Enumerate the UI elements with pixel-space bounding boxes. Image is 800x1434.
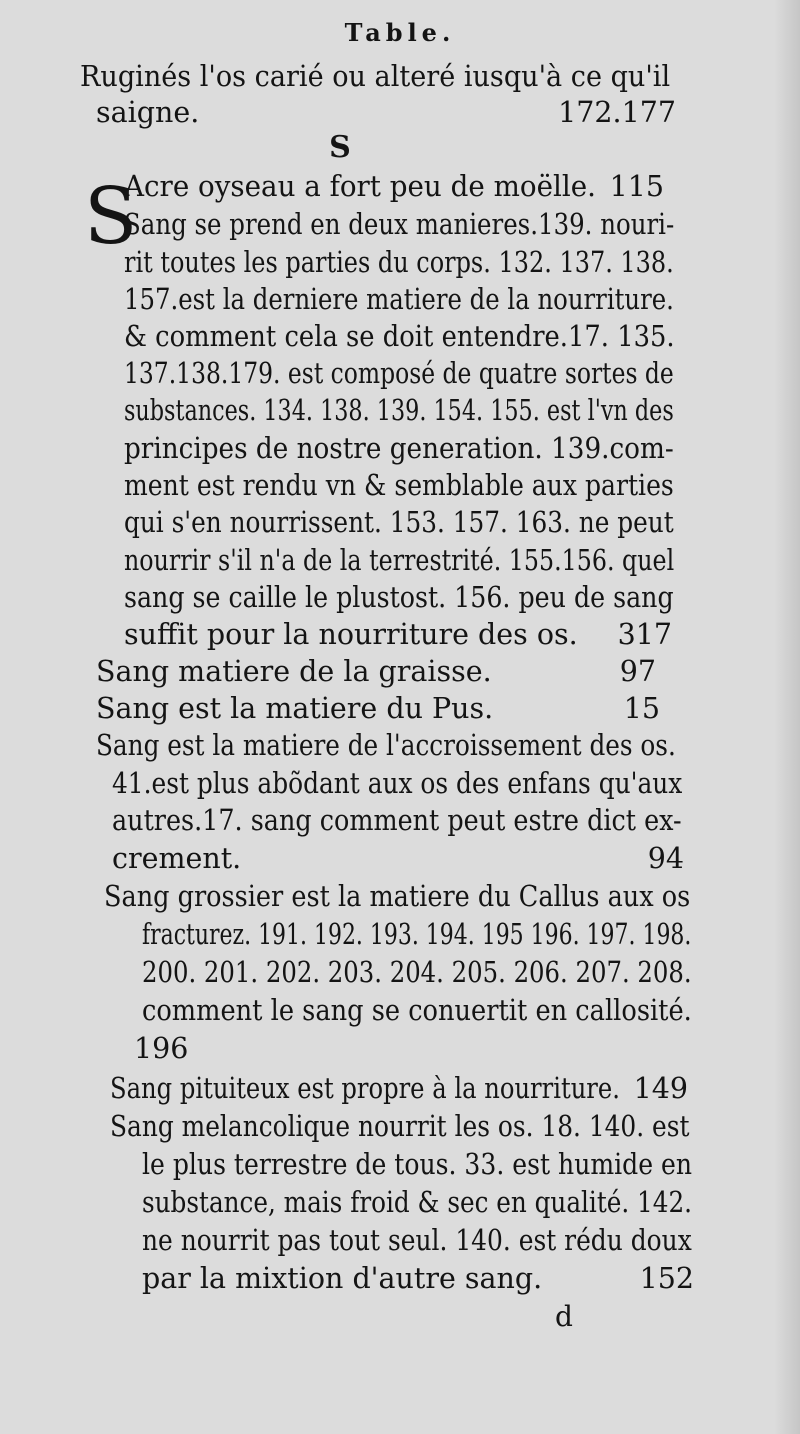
- entry-text: Sang grossier est la matiere du Callus aux os: [104, 880, 691, 913]
- entry-text: saigne.: [96, 96, 200, 129]
- index-entry-line: [124, 170, 664, 204]
- page-edge-shadow: [774, 0, 800, 1434]
- page-reference: 15: [623, 692, 660, 725]
- index-entry-line: [124, 469, 674, 503]
- index-entry-line: [110, 1072, 688, 1106]
- page-reference: 94: [647, 842, 684, 875]
- index-entry-line: [124, 394, 674, 428]
- index-entry-line: [96, 655, 656, 689]
- index-entry-line: [96, 96, 676, 130]
- index-entry-line: [142, 994, 692, 1028]
- entry-text: 157.est la derniere matiere de la nourriture.: [124, 283, 674, 316]
- index-entry-line: [124, 246, 674, 280]
- entry-text: nourrir s'il n'a de la terrestrité. 155.156. quel: [124, 544, 675, 577]
- entry-text: autres.17. sang comment peut estre dict ex-: [112, 804, 682, 837]
- index-entry-line: [142, 956, 692, 990]
- index-entry-line: [142, 918, 692, 952]
- entry-text: Sang melancolique nourrit les os. 18. 140. est: [110, 1110, 690, 1143]
- index-entry-line: [124, 506, 674, 540]
- entry-text: crement.: [112, 842, 242, 875]
- page-reference: 317: [617, 618, 672, 651]
- entry-text: comment le sang se conuertit en callosité.: [142, 994, 692, 1027]
- index-entry-line: [104, 880, 690, 914]
- index-entry-line: [124, 581, 674, 615]
- entry-text: principes de nostre generation. 139.com-: [124, 432, 674, 465]
- entry-text: 200. 201. 202. 203. 204. 205. 206. 207. 208.: [142, 956, 692, 989]
- running-header: Table.: [344, 18, 456, 47]
- entry-text: & comment cela se doit entendre.17. 135.: [124, 320, 675, 353]
- entry-text: Ruginés l'os carié ou alteré iusqu'à ce qu'il: [80, 60, 671, 93]
- index-entry-line: [112, 804, 682, 838]
- index-entry-line: [80, 60, 670, 94]
- index-entry-line: [124, 357, 674, 391]
- entry-text: fracturez. 191. 192. 193. 194. 195 196. 197. 198.: [142, 918, 692, 951]
- entry-text: ne nourrit pas tout seul. 140. est rédu doux: [142, 1224, 692, 1257]
- index-entry-line: [124, 320, 674, 354]
- section-letter: S: [329, 130, 351, 165]
- index-entry-line: [142, 1224, 692, 1258]
- index-entry-line: [124, 618, 672, 652]
- entry-text: rit toutes les parties du corps. 132. 137. 138.: [124, 246, 674, 279]
- index-entry-line: [124, 283, 674, 317]
- entry-text: sang se caille le plustost. 156. peu de sang: [124, 581, 674, 614]
- index-entry-line: [110, 1110, 690, 1144]
- drop-cap: S: [84, 172, 138, 262]
- entry-text: Sang se prend en deux manieres.139. nouri-: [124, 208, 675, 241]
- entry-text: 196: [134, 1032, 189, 1065]
- entry-text: le plus terrestre de tous. 33. est humide en: [142, 1148, 693, 1181]
- page-reference: 115: [609, 170, 664, 203]
- entry-text: 137.138.179. est composé de quatre sortes de: [124, 357, 674, 390]
- entry-text: suffit pour la nourriture des os.: [124, 618, 578, 651]
- index-entry-line: [142, 1262, 694, 1296]
- page-reference: 172.177: [558, 96, 676, 129]
- entry-text: Sang pituiteux est propre à la nourriture.: [110, 1072, 620, 1105]
- page-reference: 149: [633, 1072, 688, 1105]
- index-entry-line: [142, 1186, 692, 1220]
- entry-text: 41.est plus abõdant aux os des enfans qu'aux: [112, 767, 683, 800]
- entry-text: substances. 134. 138. 139. 154. 155. est l'vn des: [124, 394, 674, 427]
- entry-text: Acre oyseau a fort peu de moëlle.: [124, 170, 596, 203]
- entry-text: Sang est la matiere du Pus.: [96, 692, 494, 725]
- signature-mark: d: [555, 1300, 573, 1333]
- index-entry-line: [112, 842, 684, 876]
- page-reference: 152: [639, 1262, 694, 1295]
- index-entry-line: [124, 208, 674, 242]
- entry-text: par la mixtion d'autre sang.: [142, 1262, 543, 1295]
- entry-text: substance, mais froid & sec en qualité. 142.: [142, 1186, 693, 1219]
- entry-text: ment est rendu vn & semblable aux parties: [124, 469, 674, 502]
- index-entry-line: [96, 692, 660, 726]
- index-entry-line: [124, 544, 674, 578]
- index-entry-line: [124, 432, 674, 466]
- entry-text: qui s'en nourrissent. 153. 157. 163. ne peut: [124, 506, 674, 539]
- index-entry-line: [96, 729, 676, 763]
- page-reference: 97: [619, 655, 656, 688]
- entry-text: Sang est la matiere de l'accroissement des os.: [96, 729, 676, 762]
- index-entry-line: [142, 1148, 692, 1182]
- index-entry-line: [134, 1032, 234, 1066]
- entry-text: Sang matiere de la graisse.: [96, 655, 492, 688]
- index-entry-line: [112, 767, 682, 801]
